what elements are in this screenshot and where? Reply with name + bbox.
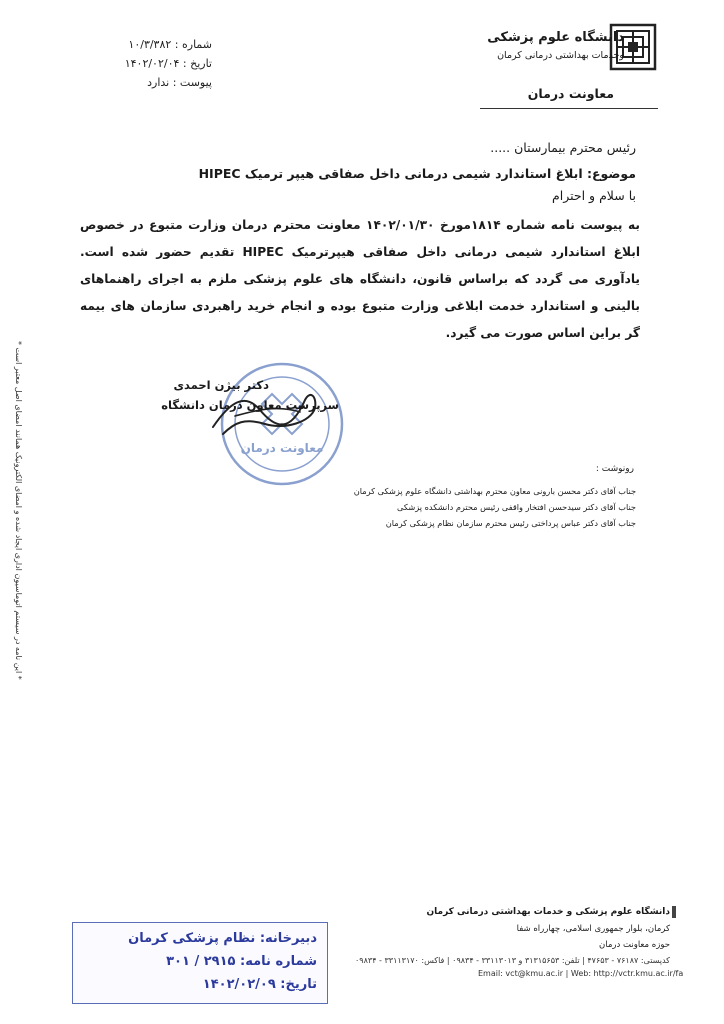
header-divider [480,108,658,109]
university-subtitle: وخدمات بهداشتی درمانی کرمان [497,50,624,61]
cc-item: جناب آقای دکتر عباس پرداختی رئیس محترم سازمان نظام پزشکی کرمان [385,518,636,528]
signer-name: دکتر بیژن احمدی [173,378,269,392]
letter-date: تاریخ : ۱۴۰۲/۰۲/۰۴ [124,57,212,70]
letter-number: شماره : ۱۰/۳/۳۸۲ [128,38,212,51]
footer-web: Email: vct@kmu.ac.ir | Web: http://vctr.kmu.ac.ir/fa [478,969,684,978]
body-paragraph: به پیوست نامه شماره ۱۸۱۴مورخ ۱۴۰۲/۰۱/۳۰ معاونت محترم درمان وزارت متبوع در خصوص ابلاغ استاندارد شیمی درمانی داخل صفاقی هیپرترمیک HIPEC تقدیم حضور شده است. یادآوری می گردد که براساس قانون، دانشگاه های علوم پزشکی ملزم به اجرای راهنماهای بالینی و استاندارد خدمت ابلاغی وزارت متبوع بوده و انجام خرید راهبردی سازمان های بیمه گر براین اساس صورت می گیرد. [80,218,640,340]
university-name: دانشگاه علوم پزشکی [487,30,624,45]
signer-title: سرپرست معاون درمان دانشگاه [161,398,339,412]
secretariat-office: دبیرخانه: نظام پزشکی کرمان [128,931,317,946]
cc-title: رونوشت : [595,464,634,474]
footer-address: کرمان، بلوار جمهوری اسلامی، چهارراه شفا [516,924,670,934]
secretariat-number: شماره نامه: ۲۹۱۵ / ۳۰۱ [166,954,317,969]
secretariat-stamp [72,922,328,1004]
footer-university: دانشگاه علوم پزشکی و خدمات بهداشتی درمانی کرمان [426,907,670,917]
department-title: معاونت درمان [527,86,614,101]
subject-line: موضوع: ابلاغ استاندارد شیمی درمانی داخل صفاقی هیپر ترمیک HIPEC [198,166,636,181]
seal-text: معاونت درمان [240,441,324,455]
cc-item: جناب آقای دکتر سیدحسن افتخار واقفی رئیس محترم دانشکده پزشکی [397,502,636,512]
recipient-line: رئیس محترم بیمارستان ..... [490,140,636,155]
footer-marker [672,906,676,918]
footer-department: حوزه معاونت درمان [599,940,670,950]
secretariat-date: تاریخ: ۱۴۰۲/۰۲/۰۹ [202,977,317,992]
letter-attachment: پیوست : ندارد [147,76,212,89]
automation-notice: * این نامه در سیستم اتوماسیون اداری ایجاد شده و امضای الکترونیک همانند امضای اصل معتبر است * [14,341,23,680]
footer-contact: کدپستی: ۷۶۱۸۷ - ۴۷۶۵۳ | تلفن: ۳۱۳۱۵۶۵۳ و ۳۳۱۱۳۰۱۳ - ۰۹۸۳۴ | فاکس: ۳۳۱۱۳۱۷۰ - ۰۹۸۳۴ [355,956,670,965]
cc-item: جناب آقای دکتر محسن بارونی معاون محترم بهداشتی دانشگاه علوم پزشکی کرمان [353,486,636,496]
greeting-line: با سلام و احترام [552,188,636,203]
